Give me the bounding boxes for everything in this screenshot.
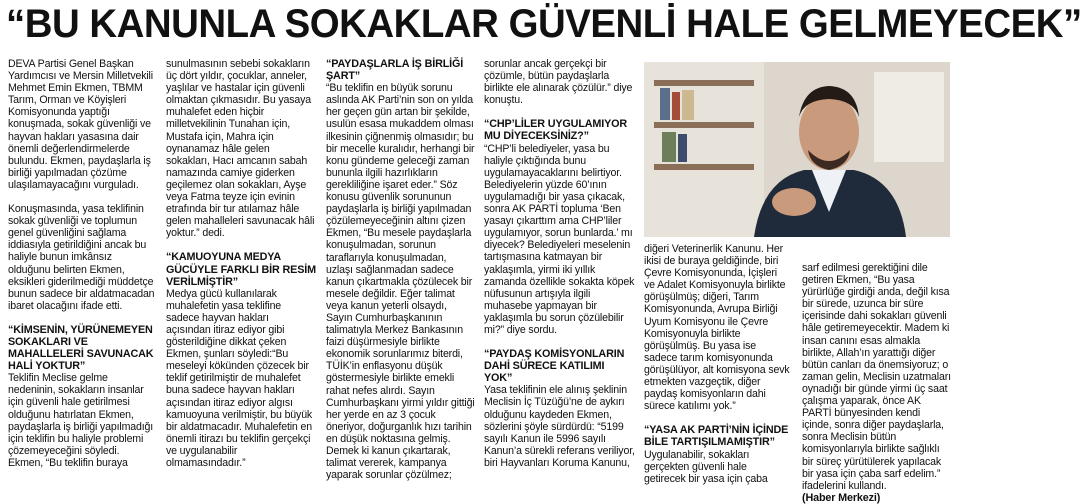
paragraph: “CHP’li belediyeler, yasa bu haliyle çıktığında bunu uygulamayacaklarını belirtiyor. Belediyelerin yüzde 60’ının uygulamadığı bir yasa çıkacak, sonra AK PARTİ topluma ‘Ben yasayı çıkarttım ama CHP’liler uygulamıyor, sorun bunlarda.’ mı diyecek? Belediyeleri meselenin tartışmasına katmayan bir yaklaşımla, yirmi iki yıllık zamanda özellikle sokakta köpek nüfusunun artışıyla ilgili muhasebe yapmayan bir yaklaşımla bu sorun çözülebilir mi?” diye sordu. [484, 142, 635, 336]
subheading: “PAYDAŞ KOMİSYONLARIN DAHİ SÜRECE KATILIMI YOK” [484, 348, 625, 385]
article-column-5 [644, 243, 790, 485]
subheading: “YASA AK PARTİ’NİN İÇİNDE BİLE TARTIŞILMAMIŞTIR” [644, 424, 789, 449]
paragraph: sunulmasının sebebi sokakların üç dört yıldır, çocuklar, anneler, yaşlılar ve hastalar için güvenli olmaktan çıkmasıdır. Bu yasaya muhalefet eden hiçbir milletvekilinin Tunahan için, Mustafa için, Mahra için oynanamaz hâle gelen sokakları, Hacı amcanın sabah namazında camiye giderken geçilemez olan sokakları, Ayşe veya Fatma teyze için evinin etrafında bir tur atılamaz hâle gelen mahalleleri savunacak hâli yoktur.” dedi. [166, 58, 315, 240]
paragraph-gap [484, 106, 635, 118]
paragraph-gap [8, 191, 157, 203]
paragraph-gap [644, 412, 790, 424]
paragraph: Medya gücü kullanılarak muhalefetin yasa teklifine sadece hayvan hakları açısından itiraz ediyor gibi gösterildiğine dikkat çeken Ekmen, şunları söyledi:“Bu meseleyi kökünden çözecek bir teklif getirilmiştir de muhalefet buna sadece hayvan hakları açısından itiraz ediyor algısı kamuoyuna verilmiştir, bu büyük bir aldatmacadır. Muhalefetin en önemli itirazı bu teklifin gerçekçi ve uygulanabilir olmamasındadır.” [166, 287, 313, 469]
paragraph: diğeri Veterinerlik Kanunu. Her ikisi de buraya geldiğinde, biri Çevre Komisyonunda, İçişleri ve Adalet Komisyonuyla birlikte görüşülmüş; diğeri, Tarım Komisyonunda, Avrupa Birliği Uyum Komisyonu ile Çevre Komisyonuyla birlikte görüşülmüş. Bu yasa ise sadece tarım komisyonunda görüşülüyor, alt komisyona sevk etmekten vazgeçtik, diğer paydaş komisyonların dahi sürece katılımı yok.” [644, 243, 790, 413]
headline: “BU KANUNLA SOKAKLAR GÜVENLİ HALE GELMEYECEK” [6, 2, 1082, 46]
paragraph: “Bu teklifin en büyük sorunu aslında AK Parti’nin son on yılda her geçen gün artan bir şekilde, usulün esasa mukaddem olması ilkesinin çiğnenmiş olmasıdır; bu bir mecelle kuralıdır, herhangi bir konu gündeme geleceği zaman bununla ilgili hazırlıkların gerekliliğine işaret eder.” Söz konusu güvenlik sorununun paydaşlarla iş birliği yapılmadan çözülemeyeceğinin altını çizen Ekmen, “Bu mesele paydaşlarla konuşulmadan, sorunun taraflarıyla konuşulmadan, uzlaşı sağlanmadan sadece kanun çıkartmakla çözülecek bir mesele değildir. Eğer talimat veya kanun yeterli olsaydı, Sayın Cumhurbaşkanının talimatıyla Merkez Bankasının faizi düşürmesiyle birlikte ekonomik sorunlarımız biterdi, TÜİK’in enflasyonu düşük göstermesiyle birlikte emekli rahat nefes alırdı. Sayın Cumhurbaşkanı yirmi yıldır gittiği her yerde en az 3 çocuk öneriyor, doğurganlık hızı tarihin en düşük noktasına gelmiş. Demek ki kanun çıkartarak, talimat vererek, kampanya yaparak sorunlar çözülmez; [326, 82, 475, 482]
paragraph: sarf edilmesi gerektiğini dile getiren Ekmen, “Bu yasa yürürlüğe girdiği anda, değil kısa bir sürede, uzunca bir süre içerisinde dahi sokakları güvenli hâle getiremeyecektir. Madem ki insan canını esas almakla birlikte, Allah’ın yarattığı diğer bütün canları da önemsiyoruz; o zaman gelin, Meclisin uzatmaları oynadığı bir günde yirmi üç saat çalışma yaparak, önce AK PARTİ bünyesinden kendi içinde, sonra diğer paydaşlarla, sonra Meclisin bütün komisyonlarıyla birlikte sağlıklı bir süreç yürütülerek yapılacak bir yasa için çaba sarf edelim.” ifadelerini kullandı. [802, 262, 951, 492]
subheading: “KAMUOYUNA MEDYA GÜCÜYLE FARKLI BİR RESİM VERİLMİŞTİR” [166, 251, 316, 288]
paragraph: Konuşmasında, yasa teklifinin sokak güvenliği ve toplumun genel güvenliğini sağlama iddiasıyla getirildiğini ancak bu haliyle bunun imkânsız olduğunu belirten Ekmen, eksikleri giderilmediği müddetçe bunun sadece bir aldatmacadan ibaret olacağını ifade etti. [8, 203, 155, 312]
subheading: “PAYDAŞLARLA İŞ BİRLİĞİ ŞART” [326, 58, 464, 83]
paragraph: Uygulanabilir, sokakları gerçekten güvenli hale getirecek bir yasa için çaba [644, 448, 768, 485]
article-column-1 [8, 58, 157, 469]
article-column-3 [326, 58, 475, 481]
paragraph-gap [484, 336, 635, 348]
subheading: (Haber Merkezi) [802, 491, 881, 504]
paragraph-gap [166, 239, 316, 251]
paragraph: Teklifin Meclise gelme nedeninin, sokakların insanlar için güvenli hale getirilmesi olduğunu hatırlatan Ekmen, paydaşlarla iş birliği yapılmadığı için teklifin bu haliyle problemi çözemeyeceğini söyledi. Ekmen, “Bu teklifin buraya [8, 372, 154, 469]
article-column-6 [802, 262, 952, 504]
subheading: “CHP’LİLER UYGULAMIYOR MU DİYECEKSİNİZ?” [484, 118, 628, 143]
subheading: “KİMSENİN, YÜRÜNEMEYEN SOKAKLARI VE MAHALLELERİ SAVUNACAK HALİ YOKTUR” [8, 323, 154, 373]
portrait-photo [644, 62, 950, 237]
article-column-4 [484, 58, 635, 469]
paragraph-gap [8, 312, 157, 324]
portrait-photo-icon [644, 62, 950, 237]
article-column-2 [166, 58, 316, 469]
paragraph: sorunlar ancak gerçekçi bir çözümle, bütün paydaşlarla birlikte ele alınarak çözülür.” diye konuştu. [484, 58, 633, 107]
paragraph: Yasa teklifinin ele alınış şeklinin Meclisin İç Tüzüğü’ne de aykırı olduğunu kaydeden Ekmen, sözlerini şöyle sürdürdü: “5199 sayılı Kanun ile 5996 sayılı Kanun’a sürekli referans veriliyor, biri Hayvanları Koruma Kanunu, [484, 384, 635, 469]
paragraph: DEVA Partisi Genel Başkan Yardımcısı ve Mersin Milletvekili Mehmet Emin Ekmen, TBMM Tarım, Orman ve Köyişleri Komisyonunda yaptığı konuşmada, sokak güvenliği ve hayvan hakları yasasına dair önemli değerlendirmelerde bulundu. Ekmen, paydaşlarla iş birliği yapılmadan çözüme ulaşılamayacağını vurguladı. [8, 58, 153, 191]
